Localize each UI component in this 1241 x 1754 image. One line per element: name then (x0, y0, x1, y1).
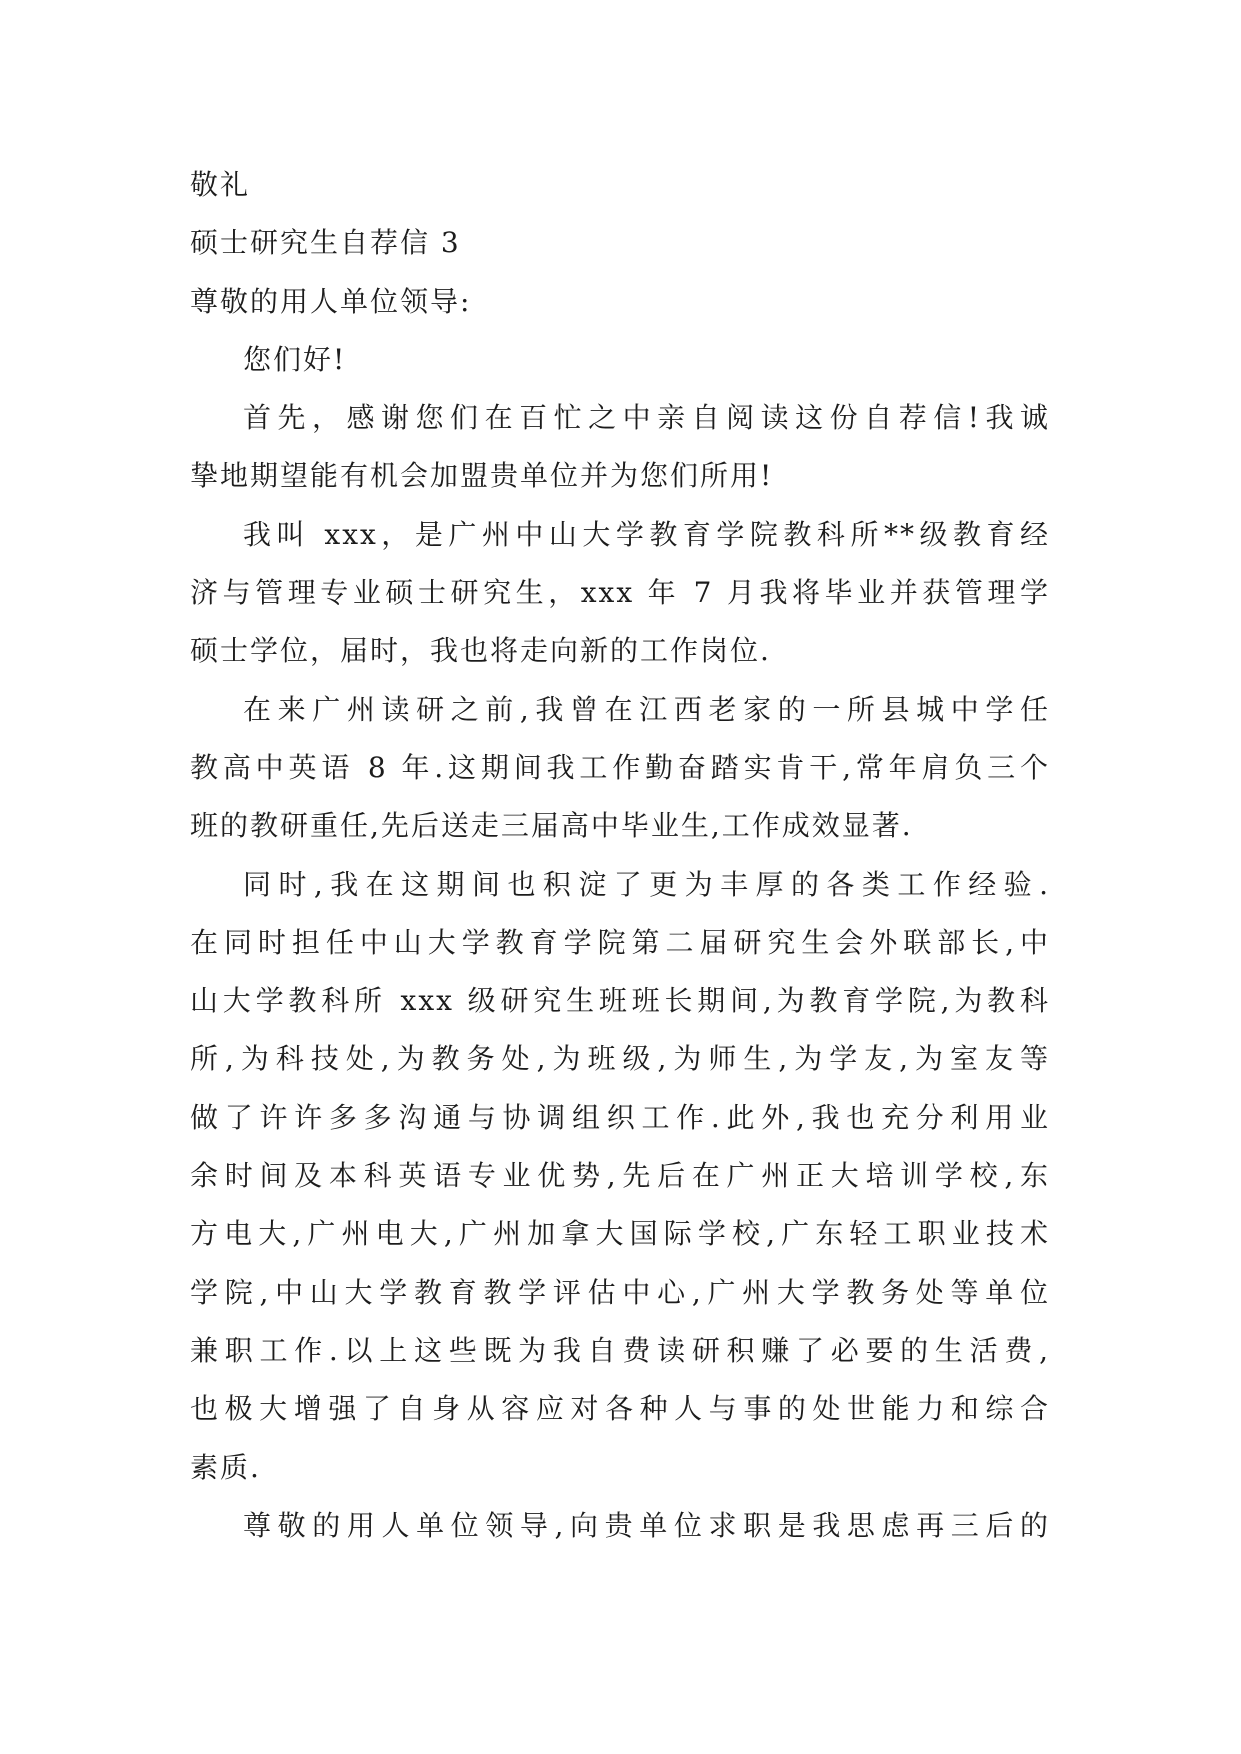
text-line: 同时,我在这期间也积淀了更为丰厚的各类工作经验. (243, 867, 1050, 901)
text-line: 硕士学位，届时，我也将走向新的工作岗位. (190, 634, 771, 668)
text-line: 也极大增强了自身从容应对各种人与事的处世能力和综合 (190, 1392, 1050, 1426)
sign-off (190, 156, 1050, 214)
text-line: 在同时担任中山大学教育学院第二届研究生会外联部长,中 (190, 925, 1050, 959)
text-line: 敬礼 (190, 168, 251, 201)
body-paragraph (190, 681, 1050, 856)
text-line: 素质. (190, 1450, 261, 1484)
text-line: 学院,中山大学教育教学评估中心,广州大学教务处等单位 (190, 1275, 1050, 1309)
document-page (190, 156, 1050, 1555)
text-line: 首先，感谢您们在百忙之中亲自阅读这份自荐信!我诚 (243, 401, 1050, 435)
text-line: 兼职工作.以上这些既为我自费读研积赚了必要的生活费, (190, 1333, 1050, 1367)
text-line: 在来广州读研之前,我曾在江西老家的一所县城中学任 (243, 692, 1050, 726)
body-paragraph (190, 856, 1050, 1497)
body-paragraph (190, 506, 1050, 681)
text-line: 班的教研重任,先后送走三届高中毕业生,工作成效显著. (190, 809, 913, 843)
text-line: 硕士研究生自荐信 3 (190, 226, 461, 260)
text-line: 山大学教科所 xxx 级研究生班班长期间,为教育学院,为教科 (190, 984, 1050, 1018)
body-paragraph (190, 389, 1050, 506)
text-line: 挚地期望能有机会加盟贵单位并为您们所用! (190, 459, 774, 493)
text-line: 方电大,广州电大,广州加拿大国际学校,广东轻工职业技术 (190, 1217, 1050, 1251)
text-line: 余时间及本科英语专业优势,先后在广州正大培训学校,东 (190, 1159, 1050, 1193)
text-line: 济与管理专业硕士研究生，xxx 年 7 月我将毕业并获管理学 (190, 576, 1050, 610)
body-paragraph (190, 1497, 1050, 1555)
salutation (190, 273, 1050, 331)
text-line: 尊敬的用人单位领导,向贵单位求职是我思虑再三后的 (243, 1508, 1050, 1542)
text-line: 尊敬的用人单位领导: (190, 284, 472, 318)
letter-title (190, 214, 1050, 272)
text-line: 教高中英语 8 年.这期间我工作勤奋踏实肯干,常年肩负三个 (190, 750, 1050, 784)
text-line: 做了许许多多沟通与协调组织工作.此外,我也充分利用业 (190, 1100, 1050, 1134)
text-line: 所,为科技处,为教务处,为班级,为师生,为学友,为室友等 (190, 1042, 1050, 1076)
text-line: 我叫 xxx，是广州中山大学教育学院教科所**级教育经 (243, 517, 1050, 551)
greeting (190, 331, 1050, 389)
text-line: 您们好! (243, 342, 347, 376)
